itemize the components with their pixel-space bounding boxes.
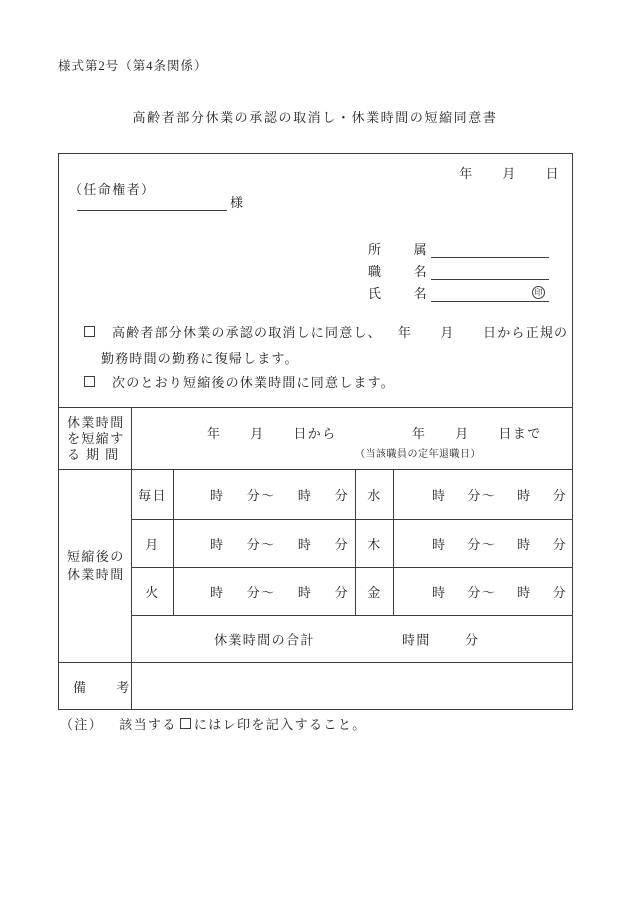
cancel-return-date-field[interactable]: 年 月 日から正規の (397, 325, 569, 340)
footnote-prefix-label: （注） (60, 717, 104, 732)
footnote (60, 714, 367, 733)
affiliation-row (368, 242, 549, 258)
hour-label: 時 (297, 537, 313, 552)
affiliation-label (368, 239, 428, 258)
minute-label: 分 (552, 488, 567, 503)
period-header-cell (59, 407, 131, 469)
hour-label: 時 (432, 585, 447, 600)
period-header-line1: 休業時間 (67, 415, 125, 430)
remarks-header-cell: 備 考 (59, 662, 131, 709)
day-label-thursday: 木 (355, 519, 393, 567)
date-field[interactable]: 年 月 日 (459, 166, 560, 181)
shortened-hours-header-line1: 短縮後の (67, 549, 125, 564)
time-range-cell-monday[interactable] (173, 519, 355, 567)
job-title-label (368, 261, 428, 280)
name-row (368, 286, 549, 302)
job-title-row (368, 264, 549, 280)
time-range-cell-wednesday[interactable] (393, 469, 572, 519)
time-range-cell-friday[interactable] (393, 567, 572, 615)
day-label-monday: 月 (131, 519, 173, 567)
shortened-hours-header-cell (59, 469, 131, 662)
period-retirement-note: （当該職員の定年退職日） (355, 449, 481, 460)
minute-tilde-label: 分～ (246, 488, 276, 503)
shorten-consent-text: 次のとおり短縮後の休業時間に同意します。 (112, 375, 395, 390)
period-from-field[interactable]: 年 月 日から (207, 426, 337, 441)
minute-label: 分 (334, 585, 349, 600)
signer-fields (368, 242, 549, 308)
form-number-label: 様式第2号（第4条関係） (58, 59, 208, 73)
time-range-cell-thursday[interactable] (393, 519, 572, 567)
period-to-field[interactable]: 年 月 日まで (412, 426, 542, 441)
day-label-everyday: 毎日 (131, 469, 173, 519)
hour-label: 時 (517, 488, 532, 503)
hour-label: 時 (297, 488, 313, 503)
period-header-line3: る 期 間 (67, 447, 120, 462)
appointer-label: （任命権者） (69, 182, 156, 197)
form-body-frame (58, 153, 573, 710)
period-header-line2: を短縮す (67, 431, 125, 446)
addressee-row (77, 194, 244, 211)
cancel-checkbox[interactable] (84, 326, 95, 337)
footnote-text-before: 該当する (119, 717, 177, 732)
hour-label: 時 (297, 585, 313, 600)
hour-label: 時 (210, 537, 225, 552)
minute-tilde-label: 分～ (246, 537, 276, 552)
total-hours-label: 休業時間の合計 (214, 632, 315, 648)
footnote-text-after: にはレ印を記入すること。 (193, 717, 367, 732)
affiliation-input-line[interactable] (431, 242, 549, 258)
minute-tilde-label: 分～ (246, 585, 276, 600)
day-label-wednesday: 水 (355, 469, 393, 519)
total-minute-unit-label: 分 (465, 632, 480, 648)
day-label-friday: 金 (355, 567, 393, 615)
minute-tilde-label: 分～ (467, 585, 497, 600)
name-input-line[interactable] (431, 286, 549, 302)
job-title-label-left: 職 (368, 264, 383, 279)
hour-label: 時 (432, 537, 447, 552)
hour-label: 時 (517, 585, 532, 600)
minute-label: 分 (334, 488, 349, 503)
hour-label: 時 (517, 537, 532, 552)
affiliation-label-right: 属 (413, 242, 428, 257)
shorten-checkbox[interactable] (84, 376, 95, 387)
seal-mark-icon: 印 (532, 286, 545, 299)
day-label-tuesday: 火 (131, 567, 173, 615)
minute-label: 分 (552, 585, 567, 600)
minute-tilde-label: 分～ (467, 488, 497, 503)
cancel-consent-text-line2: 勤務時間の勤務に復帰します。 (101, 351, 299, 366)
name-label-right: 名 (413, 286, 428, 301)
name-label-left: 氏 (368, 286, 383, 301)
hour-label: 時 (210, 585, 225, 600)
shortened-hours-header-line2: 休業時間 (67, 567, 125, 582)
addressee-suffix-label: 様 (230, 195, 245, 210)
job-title-input-line[interactable] (431, 264, 549, 280)
total-hours-cell[interactable] (131, 615, 572, 662)
time-range-cell-tuesday[interactable] (173, 567, 355, 615)
form-title: 高齢者部分休業の承認の取消し・休業時間の短縮同意書 (132, 110, 498, 125)
minute-tilde-label: 分～ (467, 537, 497, 552)
job-title-label-right: 名 (413, 264, 428, 279)
hour-label: 時 (210, 488, 225, 503)
minute-label: 分 (334, 537, 349, 552)
period-value-cell[interactable] (131, 407, 572, 469)
remarks-value-cell[interactable] (131, 662, 572, 709)
affiliation-label-left: 所 (368, 242, 383, 257)
consent-item-cancel (84, 322, 568, 341)
minute-label: 分 (552, 537, 567, 552)
total-hour-unit-label: 時間 (402, 632, 431, 648)
addressee-name-line[interactable] (77, 194, 227, 211)
checkbox-example-icon (180, 718, 191, 729)
name-label (368, 283, 428, 302)
time-range-cell-everyday[interactable] (173, 469, 355, 519)
schedule-table (59, 407, 572, 709)
cancel-consent-text: 高齢者部分休業の承認の取消しに同意し、 (112, 325, 382, 340)
consent-item-shorten (84, 372, 395, 391)
hour-label: 時 (432, 488, 447, 503)
